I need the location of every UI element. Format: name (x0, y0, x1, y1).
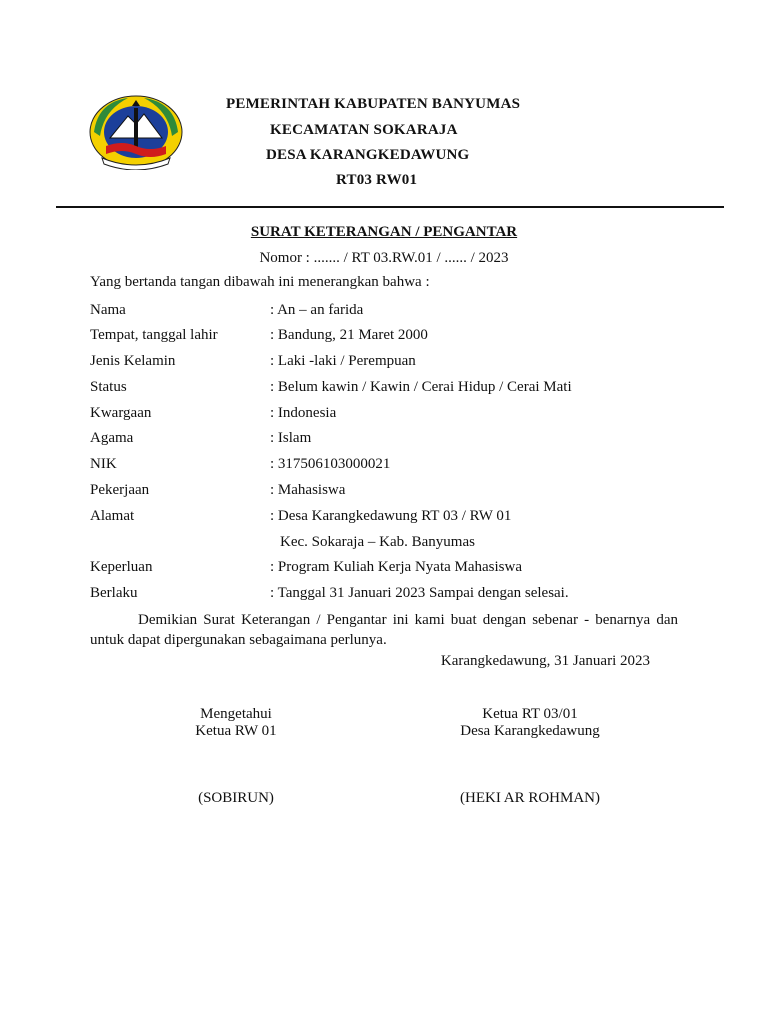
signature-left (106, 706, 366, 740)
field-label: Pekerjaan (90, 482, 150, 498)
closing-paragraph: Demikian Surat Keterangan / Pengantar ini kami buat dengan sebenar - benarnya dan untuk dapat dipergunakan sebagaimana perlunya. (90, 612, 678, 648)
field-value: : 317506103000021 (270, 456, 391, 472)
field-value: : Islam (270, 430, 312, 446)
place-date: Karangkedawung, 31 Januari 2023 (440, 653, 650, 669)
field-value: : Program Kuliah Kerja Nyata Mahasiswa (270, 559, 523, 575)
field-value: : Bandung, 21 Maret 2000 (270, 327, 428, 343)
document-title (0, 224, 768, 241)
field-value: : Desa Karangkedawung RT 03 / RW 01 (270, 508, 512, 524)
signature-right-role: Ketua RT 03/01 (482, 706, 578, 722)
field-value: : Belum kawin / Kawin / Cerai Hidup / Cerai Mati (270, 379, 572, 395)
field-label: Status (90, 379, 127, 395)
field-label: Keperluan (90, 559, 153, 575)
signature-right-title: Desa Karangkedawung (460, 723, 600, 739)
field-label: Berlaku (90, 585, 138, 601)
field-value: : Laki -laki / Perempuan (270, 353, 416, 369)
field-label: Agama (90, 430, 134, 446)
field-value: : Tanggal 31 Januari 2023 Sampai dengan selesai. (270, 585, 569, 601)
banyumas-emblem-logo (88, 92, 184, 170)
header-district: KECAMATAN SOKARAJA (270, 122, 458, 138)
header-village: DESA KARANGKEDAWUNG (266, 147, 470, 163)
signature-left-role: Mengetahui (200, 706, 272, 722)
field-label: Nama (90, 302, 126, 318)
field-value: Kec. Sokaraja – Kab. Banyumas (280, 534, 475, 550)
header-rt-rw: RT03 RW01 (336, 172, 418, 188)
signature-left-name: (SOBIRUN) (198, 790, 274, 806)
signature-right-name: (HEKI AR ROHMAN) (460, 790, 600, 806)
document-title-text: SURAT KETERANGAN / PENGANTAR (250, 224, 518, 240)
signature-left-title: Ketua RW 01 (195, 723, 277, 739)
signature-right (400, 706, 660, 740)
document-number: Nomor : ....... / RT 03.RW.01 / ...... / 2023 (259, 250, 509, 266)
header-government: PEMERINTAH KABUPATEN BANYUMAS (226, 96, 521, 112)
field-value: : An – an farida (270, 302, 364, 318)
field-label: Tempat, tanggal lahir (90, 327, 218, 343)
header-divider (56, 206, 724, 208)
intro-text: Yang bertanda tangan dibawah ini menerangkan bahwa : (90, 274, 430, 290)
field-value: : Indonesia (270, 405, 337, 421)
field-label: Alamat (90, 508, 135, 524)
field-label: NIK (90, 456, 117, 472)
field-label: Jenis Kelamin (90, 353, 176, 369)
field-label: Kwargaan (90, 405, 152, 421)
field-value: : Mahasiswa (270, 482, 346, 498)
